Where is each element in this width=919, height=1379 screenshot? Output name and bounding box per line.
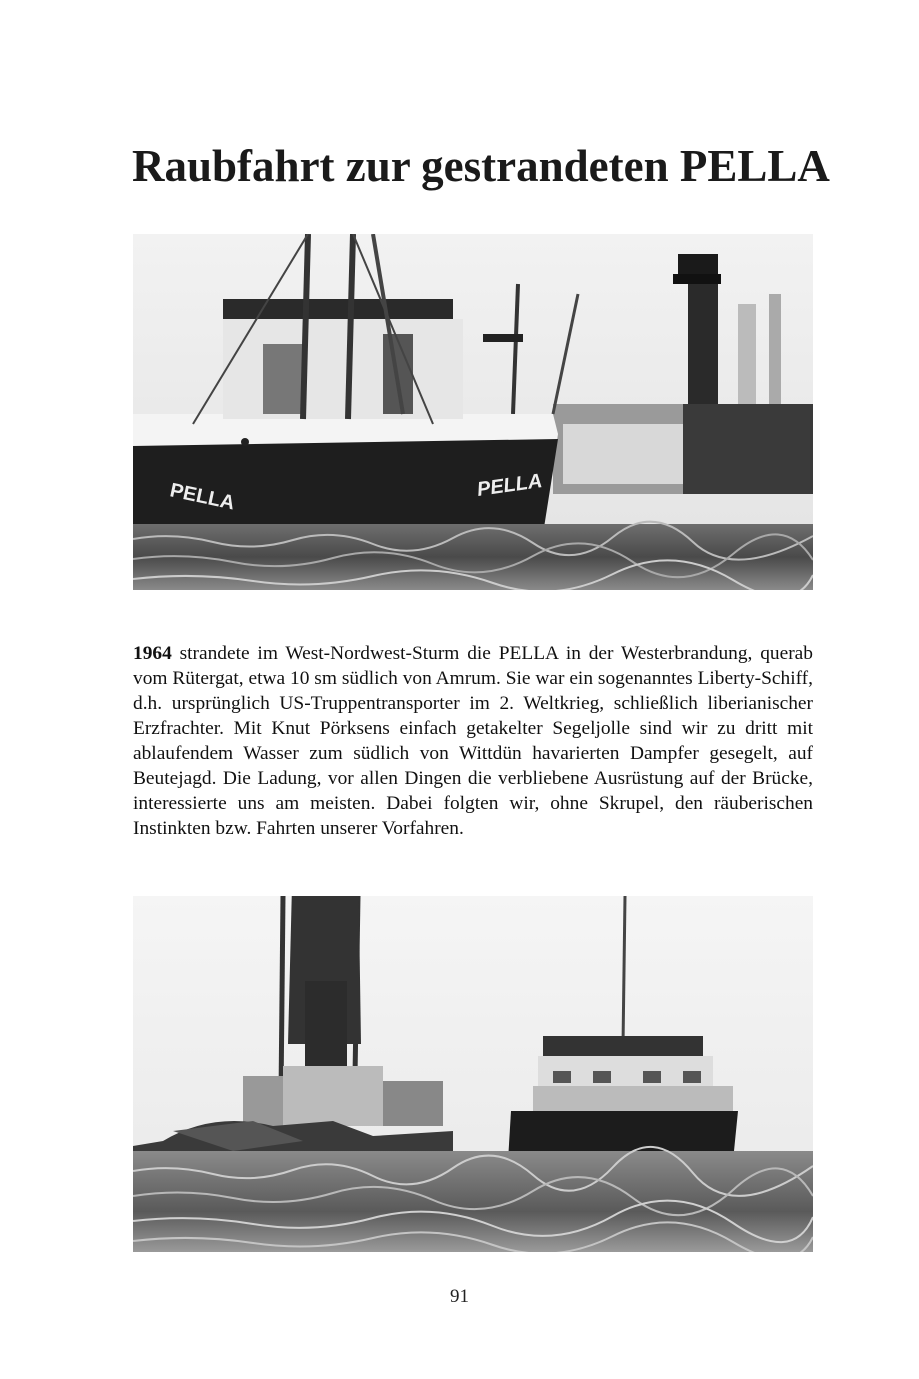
page-number: 91 xyxy=(450,1286,469,1307)
body-paragraph xyxy=(133,641,813,841)
year-lead: 1964 xyxy=(133,643,172,665)
paragraph-text: strandete im West-Nordwest-Sturm die PELLA in der Westerbrandung, querab vom Rütergat, etwa 10 sm südlich von Amrum. Sie war ein sogenanntes Liberty-Schiff, d.h. ursprünglich US-Truppentransporter im 2. Weltkrieg, schließlich liberianischer Erzfrachter. Mit Knut Pörksens einfach getakelter Segeljolle sind wir zu dritt mit ablaufendem Wasser zum südlich von Wittdün havarierten Dampfer gesegelt, auf Beutejagd. Die Ladung, vor allen Dingen die verbliebene Ausrüstung auf der Brücke, interessierte uns am meisten. Dabei folgten wir, ohne Skrupel, den räuberischen Instinkten bzw. Fahrten unserer Vorfahren. xyxy=(133,643,813,840)
hull-text-left: PELLA xyxy=(167,479,237,515)
page-title: Raubfahrt zur gestrandeten PELLA xyxy=(132,141,830,191)
hull-text-right: PELLA xyxy=(475,470,544,501)
photo-two-ships xyxy=(133,896,813,1252)
photo-pella-stern xyxy=(133,234,813,590)
